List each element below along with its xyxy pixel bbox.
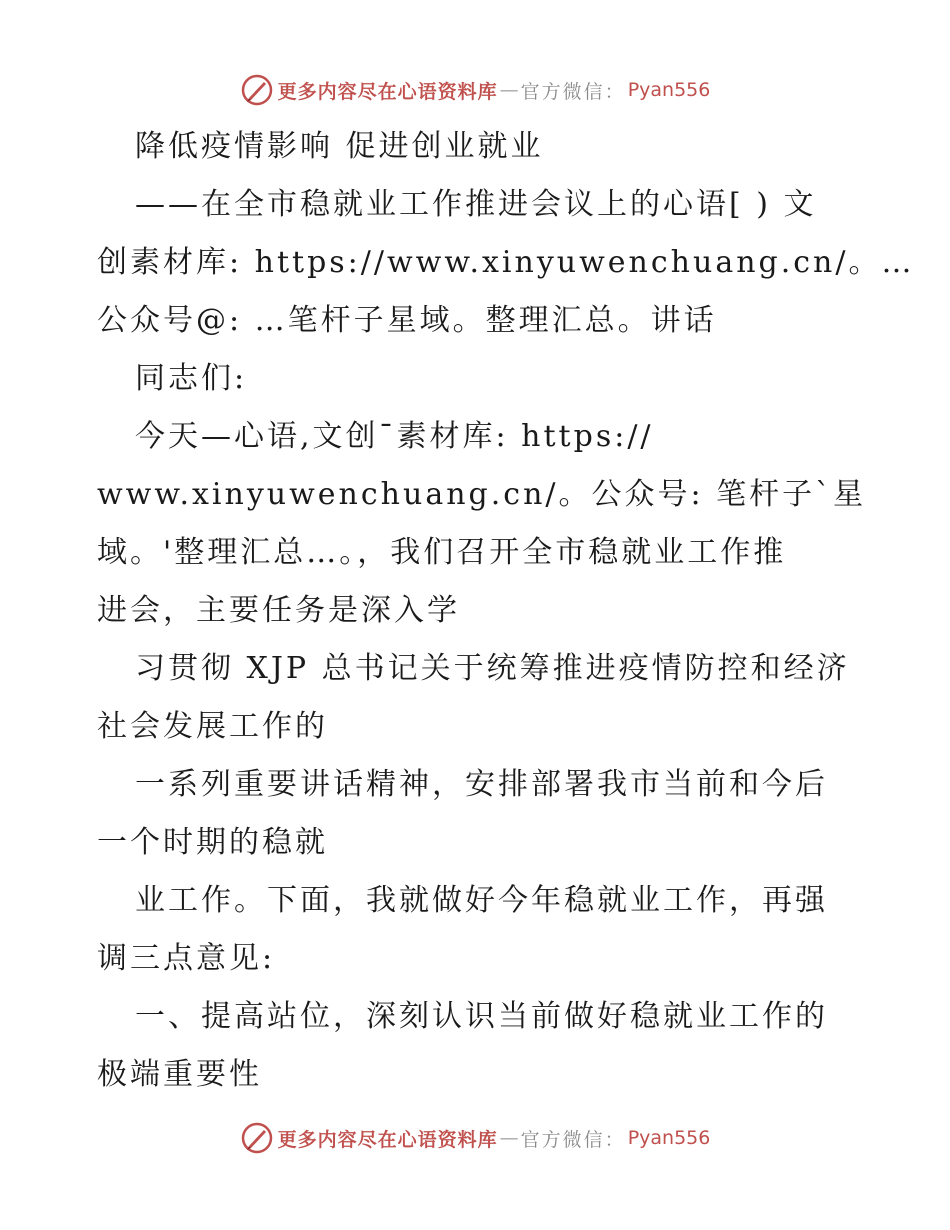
text-line: 今天—心语,文创¯素材库: https://	[135, 419, 654, 454]
document-subtitle: ——在全市稳就业工作推进会议上的心语[ ) 文	[135, 187, 817, 222]
text-line: 调三点意见:	[97, 941, 276, 976]
text-line: www.xinyuwenchuang.cn/。公众号: 笔杆子`星	[97, 477, 867, 512]
section-heading: 一、提高站位，深刻认识当前做好稳就业工作的	[135, 999, 828, 1034]
document-title: 降低疫情影响 促进创业就业	[135, 129, 544, 164]
text-line: 社会发展工作的	[97, 709, 328, 744]
header-banner	[0, 70, 950, 110]
footer-banner	[0, 1118, 950, 1158]
text-line: 创素材库: https://www.xinyuwenchuang.cn/。…	[97, 245, 915, 280]
text-line: 进会，主要任务是深入学	[97, 593, 460, 628]
banner-dash: —	[499, 1127, 519, 1149]
banner-wechat-account: Pyan556	[627, 79, 711, 101]
quill-logo-icon	[240, 73, 274, 107]
text-line: 业工作。下面，我就做好今年稳就业工作，再强	[135, 883, 828, 918]
salutation: 同志们:	[135, 361, 248, 396]
text-line: 域。'整理汇总…。，我们召开全市稳就业工作推	[97, 535, 787, 570]
quill-logo-icon	[240, 1121, 274, 1155]
text-line: 一系列重要讲话精神，安排部署我市当前和今后	[135, 767, 828, 802]
banner-wechat-label: 官方微信：	[520, 1128, 626, 1151]
text-line: 一个时期的稳就	[97, 825, 328, 860]
banner-site-text: 更多内容尽在心语资料库	[277, 1128, 498, 1151]
banner-wechat-account: Pyan556	[627, 1127, 711, 1149]
banner-wechat-label: 官方微信：	[520, 80, 626, 103]
banner-site-text: 更多内容尽在心语资料库	[277, 80, 498, 103]
document-body	[97, 118, 915, 1104]
banner-dash: —	[499, 79, 519, 101]
text-line: 习贯彻 XJP 总书记关于统筹推进疫情防控和经济	[135, 651, 850, 686]
section-heading-continued: 极端重要性	[97, 1057, 262, 1092]
text-line: 公众号@: …笔杆子星域。整理汇总。讲话	[97, 303, 717, 338]
